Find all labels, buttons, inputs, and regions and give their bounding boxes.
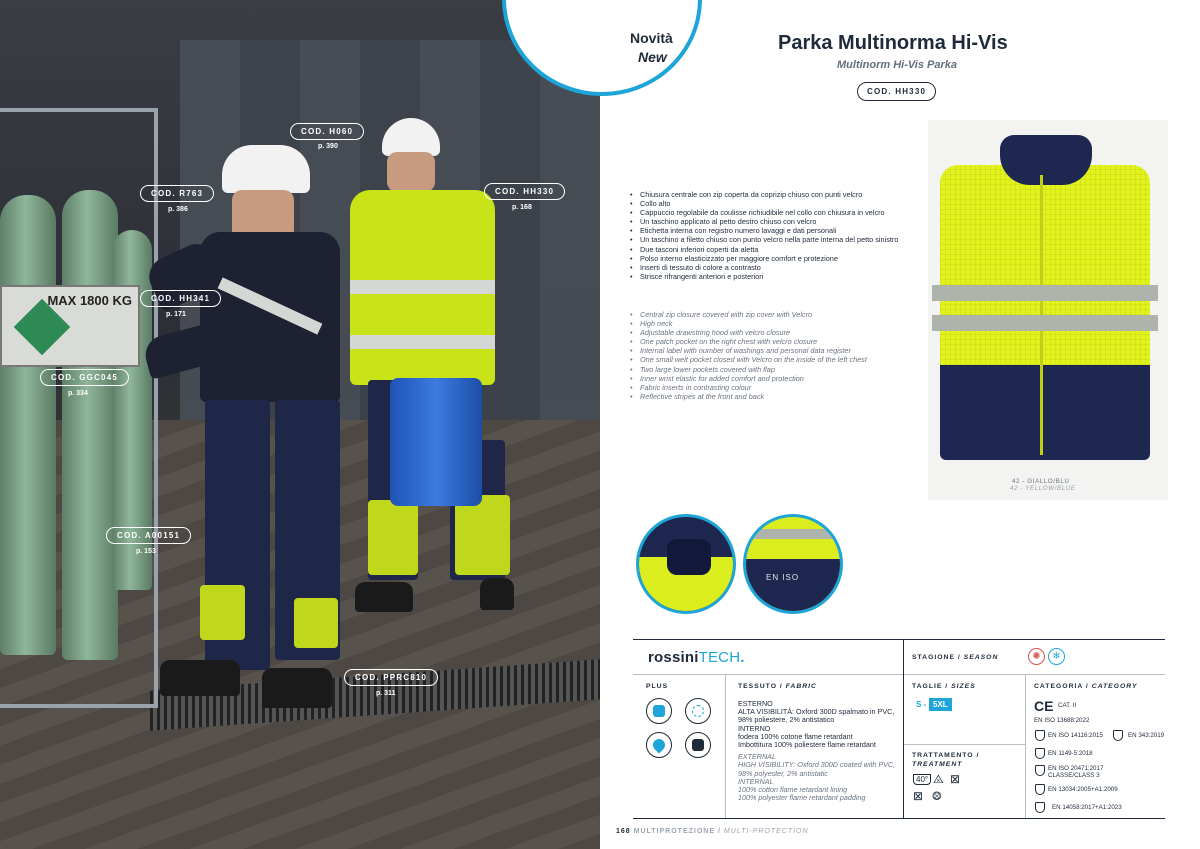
feature-item: • Collo alto	[630, 199, 920, 208]
standard: CLASSE/CLASS 3	[1048, 772, 1100, 779]
parka-reflective-stripe	[932, 285, 1158, 301]
size-to: 5XL	[929, 698, 952, 711]
safety-boot	[160, 660, 240, 696]
new-label-it: Novità	[630, 30, 673, 46]
feature-item: • Due tasconi inferiori coperti da aletta	[630, 245, 920, 254]
page-ref: p. 171	[166, 311, 186, 318]
page-number: 168	[616, 828, 631, 835]
fabric-line: 100% cotton flame retardant lining	[738, 785, 848, 795]
page-ref: p. 386	[168, 206, 188, 213]
fabric-line: 100% polyester flame retardant padding	[738, 793, 866, 803]
standard: EN ISO 20471:2017	[1048, 765, 1104, 772]
table-divider	[903, 639, 904, 818]
fabric-description	[738, 700, 898, 802]
color-caption-en: 42 - YELLOW/BLUE	[1010, 485, 1076, 492]
page-ref: p. 334	[68, 390, 88, 397]
standard: EN 13034:2005+A1:2009	[1048, 786, 1118, 793]
table-divider	[1025, 674, 1026, 818]
detail-label	[743, 514, 843, 614]
gas-cylinder	[0, 195, 56, 655]
standard: EN 343:2019	[1128, 732, 1165, 739]
table-top-rule	[633, 639, 1165, 640]
antistatic-icon	[685, 732, 711, 758]
standard: EN 14058:2017+A1:2023	[1052, 804, 1122, 811]
page-ref: p. 390	[318, 143, 338, 150]
section-name: MULTIPROTEZIONE / MULTI-PROTECTION	[633, 828, 809, 835]
warm-season-icon: ✺	[1028, 648, 1045, 665]
feature-item: • Reflective stripes at the front and back	[630, 392, 920, 401]
treatment-label-it: TRATTAMENTO /	[912, 752, 980, 759]
product-tag[interactable]: COD. H060	[290, 123, 364, 140]
table-rule	[903, 744, 1025, 745]
new-label-en: New	[638, 49, 667, 65]
cylinder-placard	[0, 285, 140, 367]
reflective-band	[350, 280, 495, 294]
no-iron-icon: ⊠	[913, 789, 924, 803]
safety-boot	[480, 578, 514, 610]
wash-40-icon: 40°	[913, 774, 931, 785]
brand-tech: TECH	[698, 649, 741, 666]
feature-item: • Inner wrist elastic for added comfort and protection	[630, 374, 920, 383]
fabric-line: INTERNAL	[738, 776, 774, 786]
feature-item: • Adjustable drawstring hood with velcro closure	[630, 328, 920, 337]
product-tag[interactable]: COD. A00151	[106, 527, 191, 544]
page-ref: p. 153	[136, 548, 156, 555]
page-footer	[616, 828, 809, 835]
table-divider	[725, 674, 726, 818]
hi-vis-cuff	[455, 495, 510, 575]
navy-jacket	[200, 232, 340, 402]
product-tag[interactable]: COD. HH330	[484, 183, 565, 200]
product-title: Parka Multinorma Hi-Vis	[778, 32, 1008, 54]
no-tumble-dry-icon: ⊠	[950, 772, 961, 786]
feature-item: • High neck	[630, 319, 920, 328]
parka-reflective-stripe	[932, 315, 1158, 331]
product-tag[interactable]: COD. R763	[140, 185, 214, 202]
product-page	[600, 0, 1200, 849]
feature-item: • One patch pocket on the right chest with velcro closure	[630, 337, 920, 346]
fabric-line: INTERNO	[738, 723, 771, 733]
hi-vis-shield-icon	[1035, 765, 1045, 776]
product-tag[interactable]: COD. PPRC810	[344, 669, 438, 686]
feature-item: • Cappuccio regolabile da coulisse richiudibile nel collo con chiusura in velcro	[630, 208, 920, 217]
rain-shield-icon	[1113, 730, 1123, 741]
cold-season-icon: ❄	[1048, 648, 1065, 665]
fabric-label: TESSUTO / FABRIC	[738, 683, 817, 690]
antistatic-shield-icon	[1035, 748, 1045, 759]
ce-mark: CE	[1034, 698, 1054, 714]
category-label: CATEGORIA / CATEGORY	[1034, 683, 1138, 690]
feature-item: • Strisce rifrangenti anteriori e posteriori	[630, 272, 920, 281]
parka-collar	[1000, 135, 1092, 185]
face	[387, 152, 435, 192]
detail-label-text: EN ISO	[766, 573, 800, 582]
size-from: S -	[916, 700, 927, 709]
hi-vis-cuff	[200, 585, 245, 640]
safety-boot	[355, 582, 413, 612]
chemical-shield-icon	[1035, 784, 1045, 795]
standard: EN ISO 14116:2015	[1048, 732, 1103, 739]
features-list-en	[630, 310, 920, 401]
water-resistant-icon	[646, 732, 672, 758]
placard-text: MAX 1800 KG	[47, 293, 132, 308]
plus-label: PLUS	[646, 683, 669, 690]
category-value: CAT. II	[1058, 702, 1077, 709]
helmet	[222, 145, 310, 193]
no-bleach-icon: ⨻	[933, 772, 944, 786]
fabric-line: ESTERNO	[738, 699, 773, 708]
fabric-line: HIGH VISIBILITY: Oxford 300D coated with PVC, 98% polyester, 2% antistatic	[738, 760, 896, 778]
feature-item: • Un taschino applicato al petto destro chiuso con velcro	[630, 217, 920, 226]
features-list-it	[630, 190, 920, 281]
page-ref: p. 168	[512, 204, 532, 211]
blue-jerrycan	[390, 378, 482, 506]
feature-item: • Two large lower pockets covered with flap	[630, 365, 920, 374]
page-ref: p. 311	[376, 690, 396, 697]
standard: EN 1149-5:2018	[1048, 750, 1093, 757]
fabric-line: Imbottitura 100% poliestere flame retardant	[738, 740, 876, 750]
flame-shield-icon	[1035, 730, 1045, 741]
feature-item: • Internal label with number of washings and personal data register	[630, 346, 920, 355]
sizes-label: TAGLIE / SIZES	[912, 683, 976, 690]
brand-logo: rossiniTECH.	[648, 649, 745, 666]
hi-vis-cuff	[294, 598, 338, 648]
standard: EN ISO 13688:2022	[1034, 717, 1090, 724]
no-dry-clean-icon: ⨷	[932, 789, 942, 803]
feature-item: • One small welt pocket closed with Velcro on the inside of the left chest	[630, 355, 920, 364]
fabric-line: ALTA VISIBILITÀ: Oxford 300D spalmato in PVC, 98% poliestere, 2% antistatico	[738, 707, 895, 725]
detail-collar	[636, 514, 736, 614]
feature-item: • Central zip closure covered with zip cover with Velcro	[630, 310, 920, 319]
brand-main: rossini	[648, 649, 699, 666]
feature-item: • Chiusura centrale con zip coperta da coprizip chiuso con punti velcro	[630, 190, 920, 199]
feature-item: • Fabric inserts in contrasting colour	[630, 383, 920, 392]
product-subtitle: Multinorm Hi-Vis Parka	[837, 59, 958, 71]
table-bottom-rule	[633, 818, 1165, 819]
feature-item: • Inserti di tessuto di colore a contrasto	[630, 263, 920, 272]
hi-vis-cuff	[368, 500, 418, 575]
fabric-line: EXTERNAL	[738, 752, 776, 762]
hi-vis-reflective-icon	[685, 698, 711, 724]
parka-image	[930, 135, 1160, 480]
treatment-label-en: TREATMENT	[912, 761, 963, 768]
fabric-line: fodera 100% cotone flame retardant	[738, 731, 853, 741]
cold-shield-icon	[1035, 802, 1045, 813]
product-tag[interactable]: COD. GGC045	[40, 369, 129, 386]
product-tag[interactable]: COD. HH341	[140, 290, 221, 307]
season-label: STAGIONE / SEASON	[912, 654, 999, 661]
feature-item: • Un taschino a filetto chiuso con punto velcro nella parte interna del petto sinistro	[630, 235, 920, 244]
gas-cylinder	[62, 190, 118, 660]
parka-navy-hem	[940, 365, 1150, 460]
safety-boot	[262, 668, 332, 708]
shield-protection-icon	[646, 698, 672, 724]
table-rule	[633, 674, 1165, 675]
feature-item: • Polso interno elasticizzato per maggiore comfort e protezione	[630, 254, 920, 263]
color-caption-it: 42 - GIALLO/BLU	[1012, 478, 1070, 485]
product-code: COD. HH330	[857, 82, 936, 101]
feature-item: • Etichetta interna con registro numero lavaggi e dati personali	[630, 226, 920, 235]
reflective-band	[350, 335, 495, 349]
